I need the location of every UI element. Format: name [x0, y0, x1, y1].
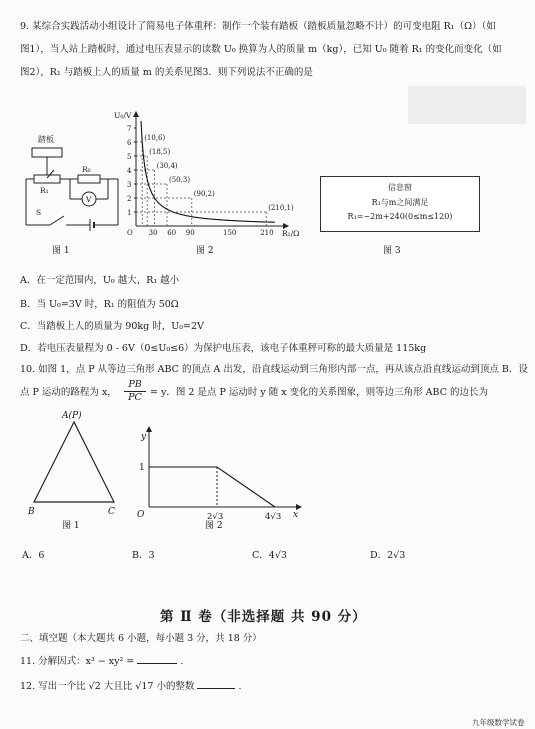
q11-text: [20, 655, 183, 668]
r0-resistor: [78, 175, 100, 183]
r1-label: R₁: [40, 186, 49, 195]
y-tick-label: 1: [127, 209, 132, 217]
x-tick-label: 90: [185, 229, 195, 237]
switch-label: S: [36, 208, 42, 217]
q9-option-c: C．当踏板上人的质量为 90kg 时，U₀=2V: [20, 321, 204, 332]
x-tick-4sqrt3: 4√3: [265, 512, 282, 522]
q12-end: .: [238, 681, 242, 692]
origin-label: O: [127, 229, 133, 237]
q11-blank: [137, 663, 177, 664]
page-footer: 九年级数学试卷: [472, 718, 525, 727]
q10-option-b: B．3: [132, 550, 155, 561]
q9-line2: 图1），当人站上踏板时，通过电压表显示的读数 U₀ 换算为人的质量 m（kg），已知 U₀ 随着 R₁ 的变化而变化（如: [20, 44, 502, 55]
q10-fig1-caption: 图 1: [62, 521, 80, 531]
q11-prompt: 11. 分解因式：x³ − xy² =: [20, 656, 135, 667]
vertex-a-label: A(P): [62, 411, 82, 421]
scan-shadow: [408, 86, 526, 124]
q9-graph-figure: [112, 108, 312, 236]
y-tick-label: 5: [127, 153, 132, 161]
q12-prompt: 12. 写出一个比 √2 大且比 √17 小的整数: [20, 681, 195, 692]
vertex-c-label: C: [108, 507, 115, 517]
x-ticks: [127, 229, 274, 237]
q9-option-d: D．若电压表量程为 0 - 6V（0≤U₀≤6）为保护电压表，该电子体重秤可称的最大质量是 115kg: [20, 343, 427, 354]
y-tick-label: 2: [127, 195, 132, 203]
triangle-abc: [34, 422, 114, 502]
x-tick-label: 150: [223, 229, 237, 237]
r1-resistor: [34, 175, 60, 183]
x-tick-label: 210: [260, 229, 274, 237]
point-label: (10,6): [144, 134, 166, 142]
q10-option-c: C．4√3: [252, 550, 287, 561]
x-tick-label: 30: [148, 229, 158, 237]
info-title: 信息窗: [388, 183, 412, 192]
q10-option-d: D．2√3: [370, 550, 406, 561]
vertex-b-label: B: [28, 507, 35, 517]
q9-fig3-caption: 图 3: [383, 246, 401, 256]
info-line1: R₁与m之间满足: [371, 198, 429, 207]
q9-option-b: B．当 U₀=3V 时，R₁ 的阻值为 50Ω: [20, 299, 179, 310]
info-window: [320, 176, 480, 232]
part2-title: 第 Ⅱ 卷（非选择题 共 90 分）: [160, 609, 367, 625]
fraction-numerator: PB: [128, 379, 142, 390]
y-ticks: [127, 125, 136, 217]
q10-graph-figure: [135, 425, 305, 520]
x-tick-2sqrt3: 2√3: [207, 512, 224, 522]
switch: [50, 216, 64, 225]
q10-triangle-figure: [26, 408, 126, 518]
r0-label: R₀: [82, 165, 91, 174]
info-line2: R₁=−2m+240(0≤m≤120): [347, 212, 453, 221]
fraction-denominator: PC: [124, 391, 146, 404]
y-axis-label: U₀/V: [114, 111, 132, 120]
q10-fig2-caption: 图 2: [205, 521, 223, 531]
x-label-2: x: [293, 510, 299, 520]
x-axis-label: R₁/Ω: [282, 229, 300, 238]
q9-line3: 图2），R₁ 与踏板上人的质量 m 的关系见图3．则下列说法不正确的是: [20, 67, 313, 78]
q9-fig1-caption: 图 1: [52, 246, 70, 256]
q10-option-a: A．6: [22, 550, 45, 561]
q9-fig2-caption: 图 2: [196, 246, 214, 256]
y-tick-label: 7: [127, 125, 132, 133]
q10-line2b: = y．图 2 是点 P 运动时 y 随 x 变化的关系图象，则等边三角形 ABC 的边长为: [150, 387, 488, 398]
point-label: (30,4): [156, 162, 178, 170]
point-label: (50,3): [169, 176, 191, 184]
q12-blank: [197, 688, 235, 689]
q9-option-a: A．在一定范围内，U₀ 越大，R₁ 越小: [20, 275, 180, 286]
q10-line2a: 点 P 运动的路程为 x，: [20, 387, 117, 398]
pedal-rect: [32, 148, 62, 157]
point-label: (210,1): [268, 204, 294, 212]
y-tick-label: 3: [127, 181, 132, 189]
point-label: (18,5): [149, 148, 171, 156]
q10-line1: 10. 如图 1，点 P 从等边三角形 ABC 的顶点 A 出发，沿直线运动到三角形内部一点，再从该点沿直线运动到顶点 B．设: [20, 364, 528, 375]
x-tick-label: 60: [167, 229, 177, 237]
y-curve: [149, 467, 275, 507]
origin-label-2: O: [137, 510, 145, 520]
y-tick-label: 6: [127, 139, 132, 147]
y-tick-label: 4: [127, 167, 132, 175]
y-label-2: y: [141, 432, 147, 442]
one-label: 1: [139, 463, 145, 473]
point-label: (90,2): [193, 190, 215, 198]
voltmeter-label: V: [86, 195, 92, 204]
q9-line1: 9. 某综合实践活动小组设计了简易电子体重秤：制作一个装有踏板（踏板质量忽略不计）的可变电阻 R₁（Ω）（如: [20, 21, 496, 32]
pedal-label: 踏板: [38, 135, 54, 144]
q10-fraction: [124, 379, 146, 404]
q11-end: .: [180, 656, 184, 667]
q12-text: [20, 680, 242, 693]
part2-section: 二、填空题（本大题共 6 小题，每小题 3 分，共 18 分）: [20, 633, 262, 644]
